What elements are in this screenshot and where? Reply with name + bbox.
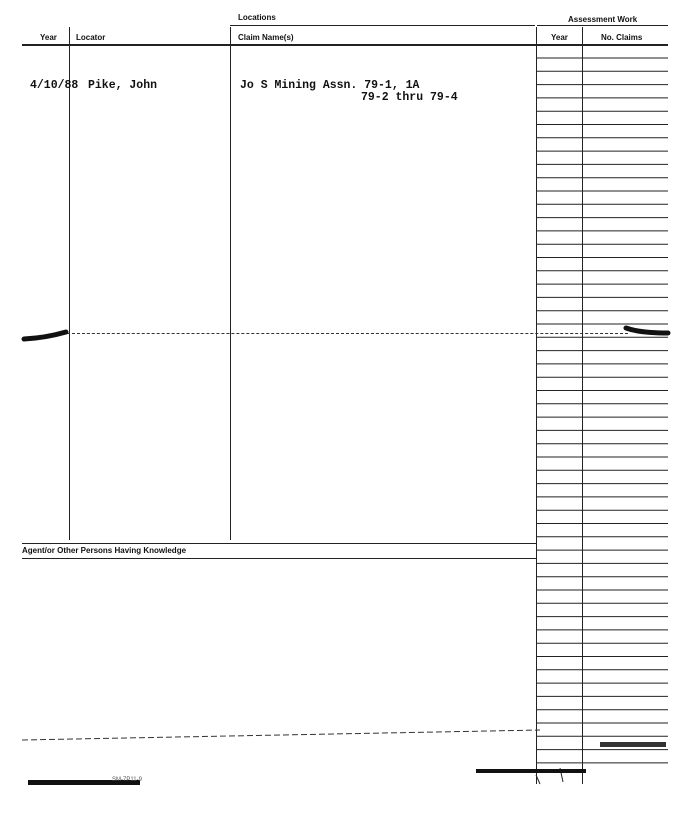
col-header-claim-names: Claim Name(s) [238, 33, 294, 42]
assessment-work-heading: Assessment Work [568, 15, 638, 24]
entry-locator: Pike, John [88, 79, 158, 92]
entry-claim-line-1: Jo S Mining Assn. 79-1, 1A [240, 79, 420, 92]
scan-bar-right [476, 769, 586, 773]
entry-claim-line-2: 79-2 thru 79-4 [361, 91, 458, 104]
entry-date: 4/10/88 [30, 79, 79, 92]
scan-smudge-right [600, 742, 666, 747]
form-number: SM-7P11-9 [112, 777, 142, 783]
col-header-locator: Locator [76, 33, 106, 42]
col-header-aw-year: Year [551, 33, 568, 42]
col-header-no-claims: No. Claims [601, 33, 643, 42]
locations-heading: Locations [238, 13, 276, 22]
agent-label: Agent/or Other Persons Having Knowledge [22, 546, 187, 555]
col-header-year: Year [40, 33, 57, 42]
